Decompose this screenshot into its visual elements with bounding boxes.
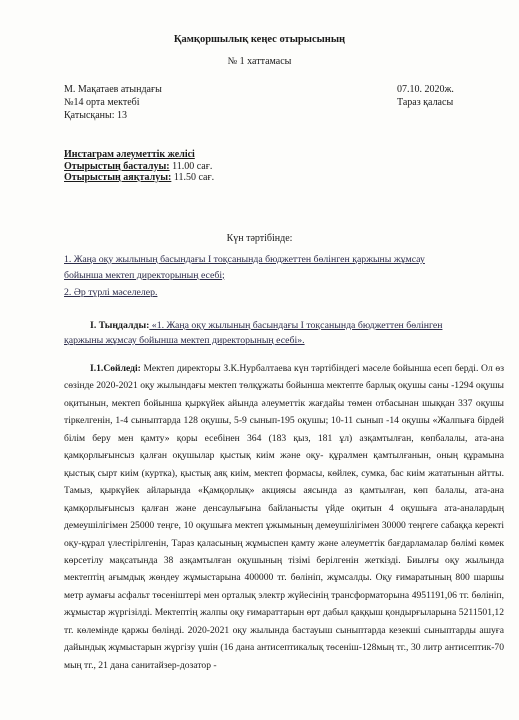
end-label: Отырыстың аяқталуы: — [64, 172, 172, 183]
school-info — [64, 83, 162, 122]
start-time: 11.00 сағ. — [169, 160, 213, 172]
speech-paragraph — [64, 360, 504, 674]
attendance-count: Қатысқаны: 13 — [64, 110, 128, 121]
heard-line-2: қаржыны жұмсау бойынша мектеп директорының есебі». — [64, 335, 305, 346]
protocol-number: № 1 хаттамасы — [227, 56, 292, 67]
meeting-date: 07.10. 2020ж. — [397, 84, 454, 95]
agenda-list — [64, 252, 425, 301]
start-label: Отырыстың басталуы: — [64, 160, 170, 172]
meeting-info — [64, 149, 214, 184]
speech-text: Мектеп директоры З.К.Нурбалтаева күн тәртібіндегі мәселе бойынша есеп берді. Ол өз сөзінде 2020-2021 оқу жылындағы мектеп төлқұжаты бойынша мектепте барлық оқушы саны -1294 оқушы оқитынын, мектеп бойынша қыркүйек айында әлеуметтік жағдайы төмен отбасынан шыққан 337 оқушы тіркелгенін, 1-4 сыныптарда 128 оқушы, 5-9 сынып-195 оқушы; 10-11 сынып -14 оқушы «Жалпыға бірдей білім беру мен қамту» қоры есебінен 364 (183 қыз, 181 ұл) азқамтылған, көпбалалы, ата-ана қамқорлығынсыз қалған оқушылар қыстық киім және оқу- құралмен қамтылғанын, оның құрамына қыстық сырт киім (куртка), қыстық аяқ киім, мектеп формасы, көйлек, сумка, бас киім жататынын айтты. Тамыз, қыркүйек айларында «Қамқорлық» акциясы аясында аз қамтылған, көп балалы, ата-ана қамқорлығынсыз қалған және денсаулығына байланысты үйде оқитын 4 оқушыға ата-аналардың демеушілігімен 25000 теңге, 10 оқушыға мектеп ұжымының демеушілігімен 30000 теңгеге сабаққа керекті оқу-құрал үлестірілгенін, Тараз қаласының жұмыспен қамту және әлеуметтік бағдарламалар бөлімі көмек көрсетілу мақсатында 38 азқамтылған оқушының тізімі берілгенін жеткізді. Биылғы оқу жылында мектептің ағымдық жөндеу жұмыстарына 400000 тг. бөлініп, жұмсалды. Оқу ғимаратының 800 шаршы метр аумағы асфальт төсеніштері мен орталық электр жүйесінің трансформаторына 4951191,06 тг. бөлініп, жұмыстар жүргізілді. Мектептің жалпы оқу ғимараттарын өрт дабыл қаққыш қондырғыларына 5211501,12 тг. көлемінде қаржы бөлінді. 2020-2021 оқу жылында бастауыш сыныптарда кезекші сыныптарды ашуға дайындық жұмыстарын жүргізу үшін (16 дана антисептикалық төсеніш-128мың тг., 30 литр антисептик-70 мың тг., 21 дана санитайзер-дозатор - — [64, 363, 504, 671]
speech-label: І.1.Сөйледі: — [90, 363, 141, 374]
meeting-city: Тараз қаласы — [397, 97, 454, 108]
school-number: №14 орта мектебі — [64, 97, 140, 108]
date-place — [397, 83, 454, 109]
heard-section — [90, 318, 442, 334]
end-time: 11.50 сағ. — [171, 172, 215, 183]
school-name: М. Мақатаев атындағы — [64, 84, 162, 95]
heard-section-cont — [64, 333, 305, 349]
agenda-item-2: 2. Әр түрлі мәселелер. — [64, 287, 158, 298]
agenda-title: Күн тәртібінде: — [226, 233, 293, 244]
heard-label: І. Тыңдалды: — [90, 320, 150, 331]
agenda-item-1: 1. Жаңа оқу жылының басындағы І тоқсанында бюджеттен бөлінген қаржыны жұмсау — [64, 254, 425, 265]
meeting-platform: Инстаграм әлеуметтік желісі — [64, 149, 195, 160]
heard-line-1: «1. Жаңа оқу жылының басындағы І тоқсанында бюджеттен бөлінген — [149, 320, 443, 331]
agenda-item-1-cont: бойынша мектеп директорының есебі; — [64, 269, 225, 281]
document-title: Қамқоршылық кеңес отырысының — [173, 34, 346, 45]
